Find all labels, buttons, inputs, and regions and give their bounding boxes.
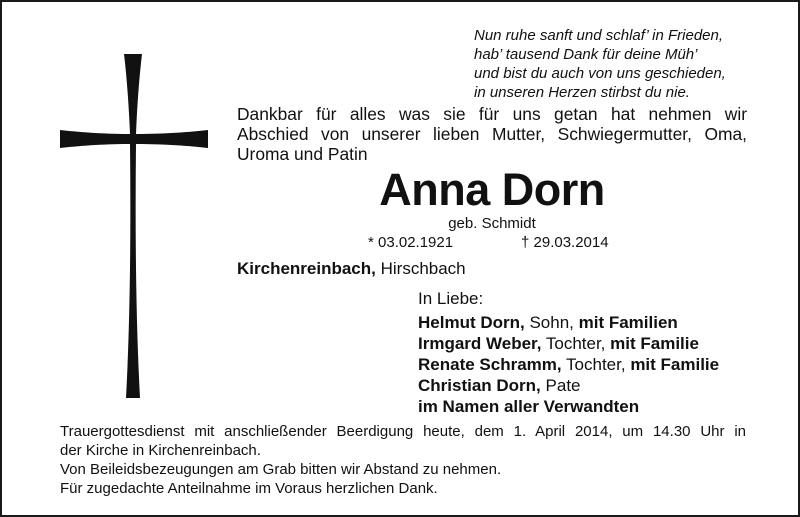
poem-line: hab’ tausend Dank für deine Müh’ [474,46,698,63]
birth-date: * 03.02.1921 [368,234,454,251]
mourner-family: mit Familien [578,313,678,332]
mourner-entry [418,333,719,354]
mourners-list [418,312,719,417]
death-date: † 29.03.2014 [521,234,609,251]
farewell-line: Abschied von unserer lieben Mutter, Schwiegermutter, Oma, [237,124,747,144]
mourner-relation: Pate [540,376,581,395]
footer-line: Für zugedachte Anteilnahme im Voraus herzlichen Dank. [60,480,438,497]
poem-line: in unseren Herzen stirbst du nie. [474,84,690,101]
mourners-closing-text: im Namen aller Verwandten [418,397,640,416]
mourner-entry [418,354,719,375]
location-town: Kirchenreinbach, [237,259,376,278]
latin-cross-icon [60,54,208,398]
mourner-name: Christian Dorn, [418,376,541,395]
memorial-poem [474,26,784,102]
mourners-heading: In Liebe: [418,289,484,308]
mourner-entry [418,375,719,396]
footer-line: der Kirche in Kirchenreinbach. [60,442,261,459]
farewell-line: Dankbar für alles was sie für uns getan hat nehmen wir [237,104,747,124]
mourner-name: Renate Schramm, [418,355,562,374]
deceased-name: Anna Dorn [379,164,605,215]
mourner-name: Irmgard Weber, [418,334,542,353]
mourner-name: Helmut Dorn, [418,313,525,332]
farewell-text [237,104,747,164]
poem-line: Nun ruhe sanft und schlaf’ in Frieden, [474,27,724,44]
location-district: Hirschbach [375,259,466,278]
mourner-family: mit Familie [610,334,699,353]
poem-line: und bist du auch von uns geschieden, [474,65,726,82]
mourner-family: mit Familie [630,355,720,374]
footer-line: Trauergottesdienst mit anschließender Beerdigung heute, dem 1. April 2014, um 14.30 Uhr in [60,423,746,440]
mourner-relation: Tochter, [541,334,611,353]
location [237,259,466,279]
mourners-closing [418,396,719,417]
mourner-relation: Tochter, [561,355,631,374]
farewell-line: Uroma und Patin [237,144,368,164]
maiden-name: geb. Schmidt [448,215,536,232]
funeral-details [60,422,746,498]
mourner-relation: Sohn, [524,313,579,332]
mourner-entry [418,312,719,333]
footer-line: Von Beileidsbezeugungen am Grab bitten wir Abstand zu nehmen. [60,461,502,478]
